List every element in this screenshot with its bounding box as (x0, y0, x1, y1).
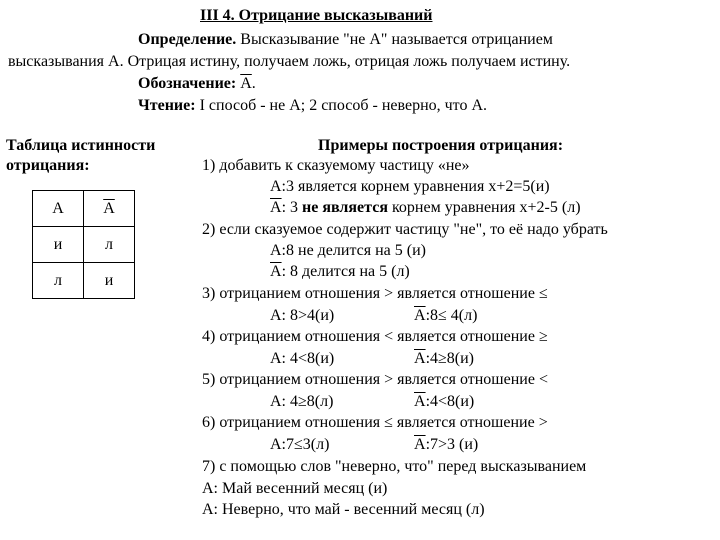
table-header-not-a: А (84, 191, 135, 227)
method-1-not-a-rest: корнем уравнения х+2-5 (л) (387, 199, 581, 216)
method-1: 1) добавить к сказуемому частицу «не» (202, 157, 470, 174)
method-3: 3) отрицанием отношения > является отношение ≤ (202, 285, 548, 302)
method-3-not-a-prefix: А (414, 307, 426, 324)
method-2-not-a-prefix: А (270, 263, 282, 280)
table-cell: л (33, 263, 84, 299)
table-header-a: А (33, 191, 84, 227)
reading-line (138, 96, 487, 116)
method-4-not-a (414, 349, 474, 369)
method-4-not-a-rest: :4≥8(и) (425, 350, 475, 367)
method-5-a: А: 4≥8(л) (270, 393, 334, 410)
method-1-not-a-mid: : 3 (281, 199, 303, 216)
method-2-not-a (270, 262, 410, 282)
table-cell: и (33, 227, 84, 263)
method-7: 7) с помощью слов "неверно, что" перед высказыванием (202, 458, 587, 475)
method-5-not-a (414, 392, 474, 412)
table-header-row (33, 191, 135, 227)
reading-label: Чтение: (138, 97, 196, 114)
method-3-not-a (414, 306, 477, 326)
method-4-not-a-prefix: А (414, 350, 426, 367)
method-6: 6) отрицанием отношения ≤ является отношение > (202, 414, 548, 431)
table-cell: и (84, 263, 135, 299)
method-2: 2) если сказуемое содержит частицу "не", то её надо убрать (202, 221, 608, 238)
notation-line (138, 74, 256, 94)
method-6-not-a (414, 435, 478, 455)
method-2-a: А:8 не делится на 5 (и) (270, 242, 426, 259)
method-6-not-a-prefix: А (414, 436, 426, 453)
table-cell: л (84, 227, 135, 263)
notation-symbol: А (240, 75, 252, 92)
method-5: 5) отрицанием отношения > является отношение < (202, 371, 548, 388)
definition-line-2: высказывания А. Отрицая истину, получаем ложь, отрицая ложь получаем истину. (8, 53, 571, 70)
method-4-a: А: 4<8(и) (270, 350, 335, 367)
truth-table (32, 190, 135, 299)
table-row (33, 227, 135, 263)
truth-table-heading-1: Таблица истинности (6, 137, 156, 154)
reading-text: I способ - не А; 2 способ - неверно, что А. (195, 97, 488, 114)
method-5-not-a-rest: :4<8(и) (425, 393, 475, 410)
page-title: III 4. Отрицание высказываний (200, 7, 433, 24)
truth-table-heading-2: отрицания: (6, 157, 90, 174)
definition-text-1: Высказывание "не А" называется отрицанием (236, 31, 553, 48)
method-1-not-a-bold: не является (302, 199, 388, 216)
notation-end: . (251, 75, 256, 92)
method-1-a-text: 3 является корнем уравнения х+2=5(и) (286, 178, 550, 195)
method-7-not-a: А: Неверно, что май - весенний месяц (л) (202, 501, 485, 518)
method-1-not-a-prefix: А (270, 199, 282, 216)
method-3-a: А: 8>4(и) (270, 307, 335, 324)
method-4: 4) отрицанием отношения < является отношение ≥ (202, 328, 548, 345)
method-2-not-a-rest: : 8 делится на 5 (л) (281, 263, 410, 280)
notation-label: Обозначение: (138, 75, 237, 92)
table-row (33, 263, 135, 299)
definition-line-1 (138, 30, 553, 50)
method-1-a (270, 177, 550, 197)
definition-label: Определение. (138, 31, 237, 48)
method-5-not-a-prefix: А (414, 393, 426, 410)
method-3-not-a-rest: :8≤ 4(л) (425, 307, 478, 324)
method-6-not-a-rest: :7>3 (и) (425, 436, 479, 453)
method-7-a: А: Май весенний месяц (и) (202, 480, 388, 497)
method-1-a-prefix: А: (270, 178, 286, 195)
method-6-a: А:7≤3(л) (270, 436, 330, 453)
method-1-not-a (270, 198, 581, 218)
examples-heading: Примеры построения отрицания: (318, 137, 564, 154)
